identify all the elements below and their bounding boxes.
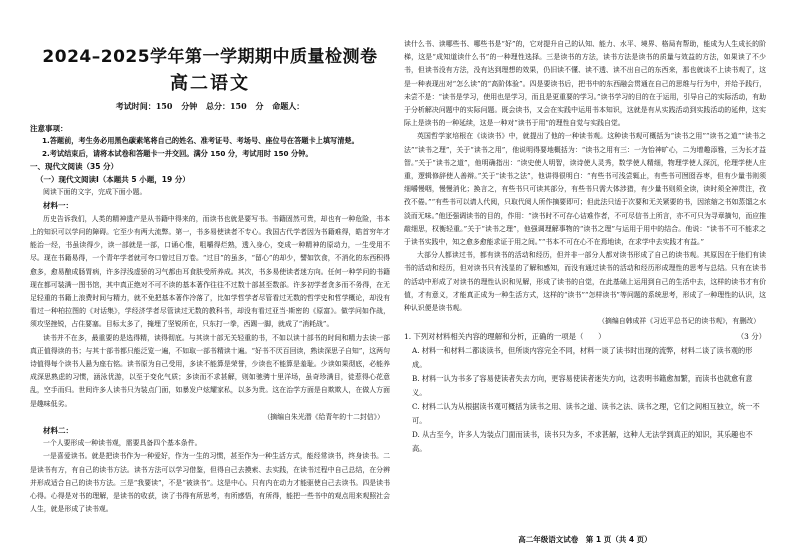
instruction-text: 阅读下面的文字，完成下面小题。 <box>43 188 147 196</box>
material2-paragraph: 一是喜爱读书。就是把读书作为一种爱好，作为一生的习惯，甚至作为一种生活方式，能经常读书，终身读书。二是读书有方，有自己的读书方法。读书方法可以学习借鉴，但得自己去摸索、去实践，在读书过程中自己总结，在分辨并形成适合自己的读书方法。三是“我要读”，不是“被读书”。这是中心。只有内在动力才能驱使自己去读书。四是读书心得。心得是对书的理解，是读书的收获，读了书得有所思考，有所感悟，有所得，能把一些书中的观点用来观照社会人生，就是形成了读书观。 <box>30 452 390 514</box>
material1-paragraph: 历史告诉我们，人类的精神遗产是从书籍中得来的，而读书也就是要写书。书籍固然可贵，却也有一种危险，书本上的知识可以学问的障碍。它至少有两大流弊。第一，书多易使读者不专心。我国古代学者因为书籍难得，皓首穷年才能治一经，书虽读得少，读一部就是一部，口诵心惟，咀嚼得烂熟，透入身心，变成一种精神的原动力，一生受用不尽。现在书籍易得，一个青年学者就可夸口曾过目万卷。“过目”的虽多，“留心”的却少，譬如饮食，不消化的东西积得愈多，愈易酿成肠胃病，许多浮浅虚骄的习气都由耳食肤受所养成。其次，书多易使读者迷方向。任何一种学问的书籍现在都可装满一图书馆，其中真正绝对不可不读的基本著作往往不过数十部甚至数部。许多初学者贪多而不务得，在无足轻重的书籍上浪费时间与精力，就不免把基本著作冷落了，比如学哲学者尽管看过无数的哲学史和哲学概论，却没有看过一种柏拉图的《对话集》，学经济学者尽管读过无数的教科书，却没有看过亚当·斯密的《原富》。做学问如作战，须攻坚挫锐，占住要塞。目标太多了，掩埋了坚锐所在，只东打一拳，西踢一脚，就成了“消耗战”。 <box>30 214 390 329</box>
option-letter: C. <box>412 401 420 411</box>
material1-paragraph: 读书并不在多，最重要的是选得精，读得彻底。与其读十部无关轻重的书，不如以读十部书的时间和精力去读一部真正值得读的书；与其十部书都只能泛览一遍，不如取一部书精读十遍。“好书不厌百回读，熟读深思子自知”，这两句诗值得每个读书人悬为座右铭。读书原为自己受用，多读不能算是荣誉，少读也不能算是羞耻。少读如果彻底，必能养成深思熟虑的习惯，涵泳优游，以至于变化气质；多读而不求甚解，则如驰骋十里洋场，虽奇珍满目，徒惹得心花意乱，空手而归。世间许多人读书只为装点门面，如暴发户炫耀家私，以多为贵。这在治学方面是自欺欺人，在做人方面是趣味低劣。 <box>30 333 390 408</box>
exam-title: 2024–2025学年第一学期期中质量检测卷 <box>42 47 378 67</box>
right-column <box>404 38 766 456</box>
material1-label: 材料一： <box>43 201 73 211</box>
option-letter: D. <box>412 429 420 439</box>
material1-source: （摘编自朱光潜《给青年的十二封信》） <box>263 412 384 421</box>
material2-source: （摘编自韩成祥《习近平总书记的读书观》，有删改） <box>598 317 760 326</box>
option-text: 材料一和材料二都谈读书，但所谈内容完全不同，材料一谈了读书时出现的流弊，材料二谈了读书观的形成。 <box>412 345 753 369</box>
option-text: 材料一认为书多了容易使读者失去方向，更容易使读者迷失方向，这表明书籍愈加繁，而读书也就愈有意义。 <box>412 373 753 397</box>
material2-label: 材料二： <box>43 425 73 435</box>
option-text: 材料二认为从根据读书观可概括为读书之用、读书之道、读书之法、读书之理，它们之间相互独立，统一不可。 <box>412 401 760 425</box>
right-paragraph: 英国哲学家培根在《谈读书》中，就提出了他的一种读书观。这种读书观可概括为“读书之用”“读书之道”“读书之法”“读书之理”，关于“读书之用”，他说明得要地概括为：“读书之用有三：一为怡神旷心，二为增趣添雅，三为长才益智。”关于“读书之道”，他明确指出：“读史使人明智，读诗使人灵秀，数学使人精细，物理学使人深沉，伦理学使人庄重，逻辑修辞使人善辩。”关于“读书之法”，他讲得很明白：“有些书可浅尝辄止，有些书可囫囵吞枣，但有少量书则须细嚼慢咽，慢慢消化；换言之，有些书只可读其部分，有些书只需大体涉猎，有少量书则须全读，读时须全神贯注，孜孜不倦。”“有些书可以请人代阅，只取代阅人所作摘要即可；但此法只适于次要和无关紧要的书，因浓缩之书如蒸馏之水淡而无味。”他还强调读书的目的，作用：“读书时不可存心诘难作者，不可尽信书上所言，亦不可只为寻章摘句，而应推敲细思，权衡轻重。”关于“读书之理”，他强调理解事物的“读书之理”与运用于用中的结合。他说：“读书不可不能求之于读书实践中，知之愈多愈能求证于用之间。”“书本不可在心不在焉地读，在求学中去实践才有益。” <box>404 132 766 247</box>
option-b <box>412 372 766 400</box>
right-paragraph: 大部分人都读过书，都有读书的活动和经历，但并非一部分人都对读书形成了自己的读书观。其原因在于他们有读书的活动和经历，但对读书只有浅显的了解和感知，而没有通过读书的活动和经历形成理性的思考与总结。只有在读书的活动中形成了对读书的理性认识和见解，形成了读书的自觉，在此基础上运用到自己的生活中去，这样的读书才有价值，才有意义，才能真正成为一种生活方式，这样的“读书”“怎样读书”等问题的系统思考，形成了一种理性的认识，这种认识便是读书观。 <box>404 251 766 313</box>
option-d <box>412 428 766 456</box>
option-c <box>412 400 766 428</box>
page-footer: 高二年级语文试卷 第 1 页（共 4 页） <box>518 535 652 544</box>
note-item-2: 2.考试结束后，请将本试卷和答题卡一并交回。满分 150 分，考试用时 150 分钟。 <box>42 148 313 158</box>
material2-continued: 读什么书、读哪些书、哪些书是“好”的，它对提升自己的认知、能力、水平、境界、格局有帮助，能成为人生成长的阶梯，这是“成知道读什么书”的一种理性选择。三是读书的方法，读书方法是读书的质量与效益的方法，如果读了不少书，但读书没有方法，没有达到理想的效果，仍旧读不懂、读不透、读不出自己的东西来，那也就谈不上读书观了，这是一种表现出对“怎么读”的“高阶体验”。四是要读书后，把书中的东西融会贯通在自己的思维与行为中，并给予践行，未尝不是：“读书是学习，使用也是学习，而且是更重要的学习。”读书学习的目的在于运用，引导自己的实际活动，有助于分析解决问题中的实际问题。既会读书，又会在实践中运用书本知识，这就是有从实践活动到实践活动的延伸，这实际上是读书的一种延续，这是一种对“读书于用”的理性自觉与实践自觉。 <box>404 40 766 128</box>
question-1-score: （3 分） <box>736 332 766 342</box>
notes-heading: 注意事项： <box>30 124 68 133</box>
question-1 <box>404 330 766 344</box>
left-column <box>30 34 390 516</box>
subsection-heading: （一）现代文阅读Ⅰ（本题共 5 小题，19 分） <box>36 175 190 184</box>
option-letter: B. <box>412 373 420 383</box>
option-text: 从古至今，许多人为装点门面而读书，读书只为多，不求甚解，这种人无法学到真正的知识，其乐趣也不高。 <box>412 429 753 453</box>
note-item-1: 1.答题前，考生务必用黑色碳素笔将自己的姓名、准考证号、考场号、座位号在答题卡上填写清楚。 <box>42 136 359 145</box>
exam-subtitle: 高二语文 <box>170 73 250 94</box>
section-heading: 一、现代文阅读（35 分） <box>30 162 119 171</box>
option-a <box>412 344 766 372</box>
question-1-stem: 1. 下列对材料相关内容的理解和分析，正确的一项是（ ） <box>404 332 606 342</box>
material2-paragraph: 一个人要形成一种读书观，需要具备四个基本条件。 <box>43 439 202 448</box>
option-letter: A. <box>412 345 420 355</box>
exam-meta: 考试时间：150 分钟 总分：150 分 命题人： <box>115 101 305 111</box>
